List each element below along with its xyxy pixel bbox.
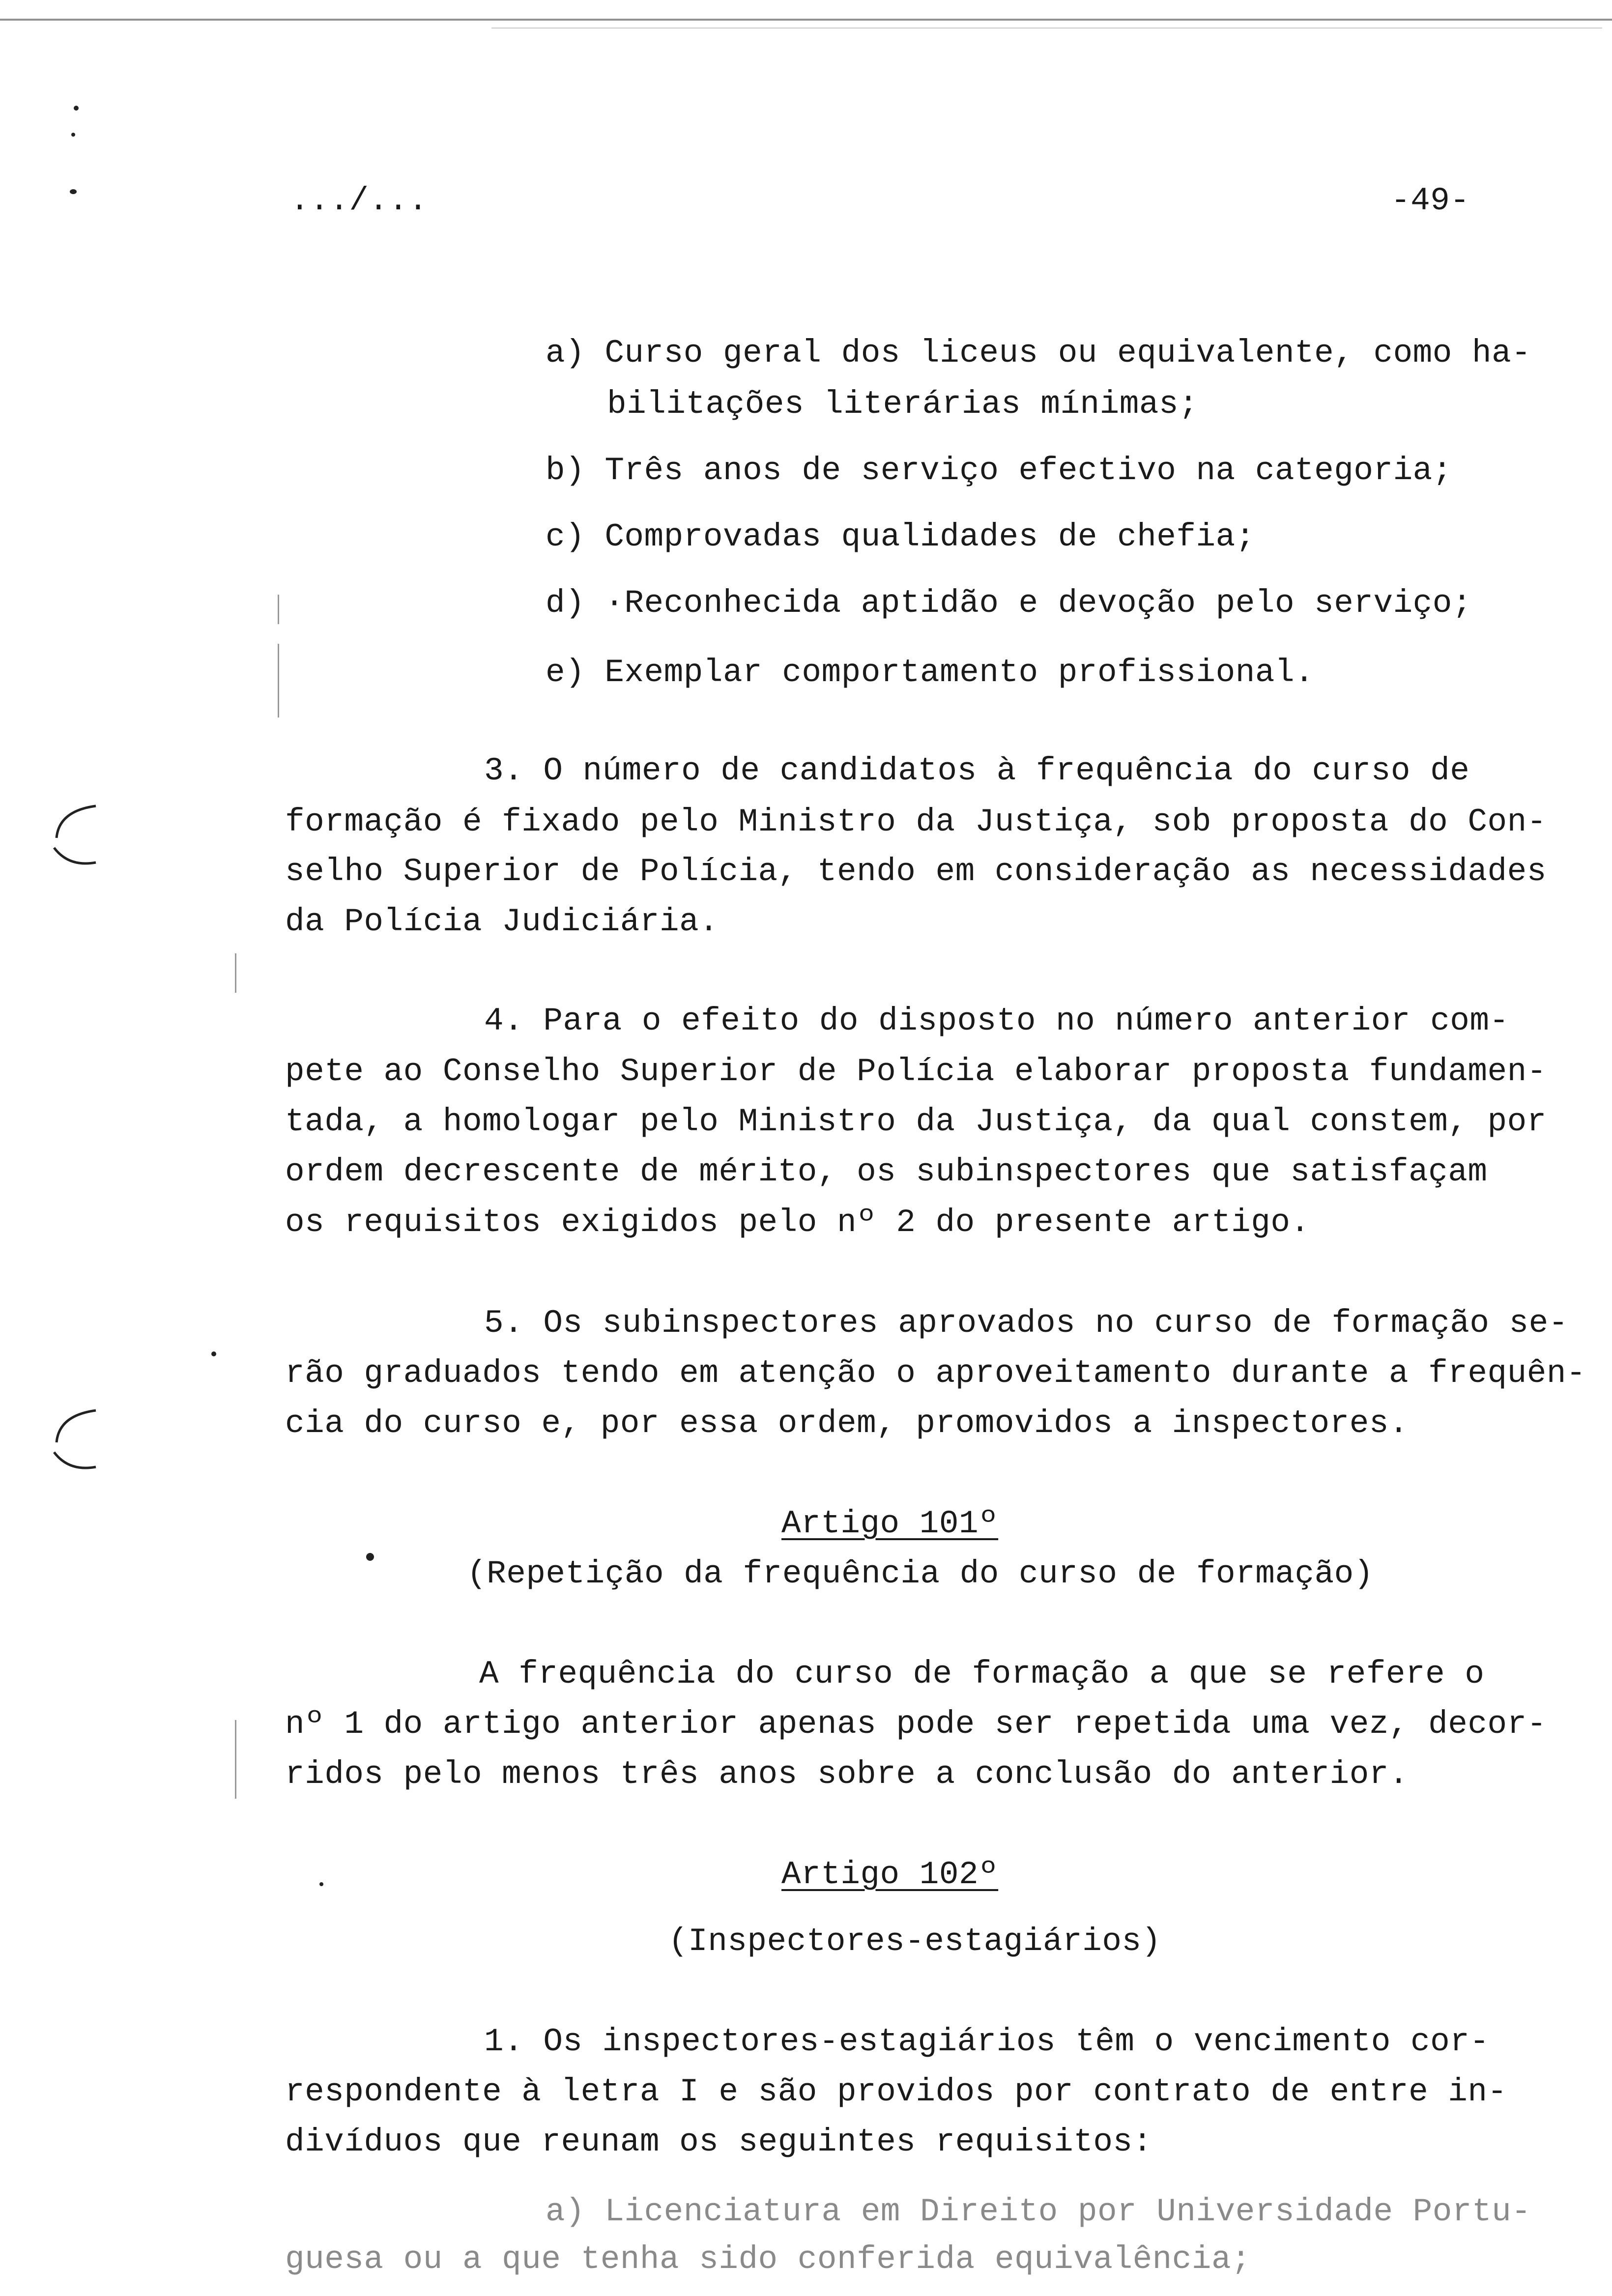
paragraph-line: 3. O número de candidatos à frequência do curso de	[484, 752, 1470, 789]
list-item-continuation: guesa ou a que tenha sido conferida equivalência;	[285, 2241, 1251, 2278]
list-item: c) Comprovadas qualidades de chefia;	[546, 518, 1255, 555]
paragraph-line: ridos pelo menos três anos sobre a conclusão do anterior.	[285, 1756, 1409, 1793]
header-rule-secondary	[491, 28, 1602, 29]
speck	[70, 189, 77, 194]
list-item: b) Três anos de serviço efectivo na categoria;	[546, 452, 1452, 489]
article-title: Artigo 102º	[781, 1856, 999, 1893]
paragraph-line: cia do curso e, por essa ordem, promovidos a inspectores.	[285, 1405, 1409, 1442]
list-item: a) Licenciatura em Direito por Universidade Portu-	[546, 2193, 1531, 2230]
article-subtitle: (Repetição da frequência do curso de formação)	[467, 1555, 1374, 1592]
margin-mark	[278, 644, 279, 718]
paragraph-line: respondente à letra I e são providos por contrato de entre in-	[285, 2073, 1507, 2110]
paragraph-line: pete ao Conselho Superior de Polícia elaborar proposta fundamen-	[285, 1053, 1547, 1090]
paragraph-line: A frequência do curso de formação a que se refere o	[479, 1656, 1485, 1693]
speck	[319, 1882, 323, 1886]
speck	[71, 133, 75, 137]
paragraph-line: 5. Os subinspectores aprovados no curso de formação se-	[484, 1305, 1568, 1342]
margin-mark	[278, 595, 279, 624]
list-item: e) Exemplar comportamento profissional.	[546, 654, 1315, 691]
paragraph-line: rão graduados tendo em atenção o aproveitamento durante a frequên-	[285, 1355, 1586, 1392]
list-item: d) ·Reconhecida aptidão e devoção pelo serviço;	[546, 585, 1472, 622]
paragraph-line: tada, a homologar pelo Ministro da Justiça, da qual constem, por	[285, 1103, 1547, 1140]
paragraph-line: nº 1 do artigo anterior apenas pode ser repetida uma vez, decor-	[285, 1706, 1547, 1743]
paragraph-line: divíduos que reunam os seguintes requisitos:	[285, 2124, 1152, 2160]
paragraph-line: 4. Para o efeito do disposto no número anterior com-	[484, 1003, 1509, 1039]
paragraph-line: da Polícia Judiciária.	[285, 903, 719, 940]
paragraph-line: os requisitos exigidos pelo nº 2 do presente artigo.	[285, 1204, 1310, 1241]
list-item-continuation: bilitações literárias mínimas;	[607, 386, 1199, 423]
page-number: -49-	[1391, 182, 1470, 219]
speck	[74, 106, 79, 111]
punch-hole-arc-icon	[49, 801, 103, 875]
margin-mark	[235, 953, 236, 993]
margin-mark	[235, 1720, 236, 1799]
paragraph-line: 1. Os inspectores-estagiários têm o vencimento cor-	[484, 2023, 1490, 2060]
punch-hole-arc-icon	[49, 1406, 103, 1479]
continuation-mark: .../...	[290, 182, 428, 219]
article-title: Artigo 101º	[781, 1505, 999, 1542]
paragraph-line: selho Superior de Polícia, tendo em consideração as necessidades	[285, 853, 1547, 890]
article-subtitle: (Inspectores-estagiários)	[668, 1923, 1161, 1960]
header-rule	[0, 19, 1612, 21]
speck	[366, 1553, 374, 1561]
speck	[211, 1351, 216, 1356]
paragraph-line: ordem decrescente de mérito, os subinspectores que satisfaçam	[285, 1153, 1488, 1190]
list-item: a) Curso geral dos liceus ou equivalente, como ha-	[546, 335, 1531, 372]
paragraph-line: formação é fixado pelo Ministro da Justiça, sob proposta do Con-	[285, 804, 1547, 840]
